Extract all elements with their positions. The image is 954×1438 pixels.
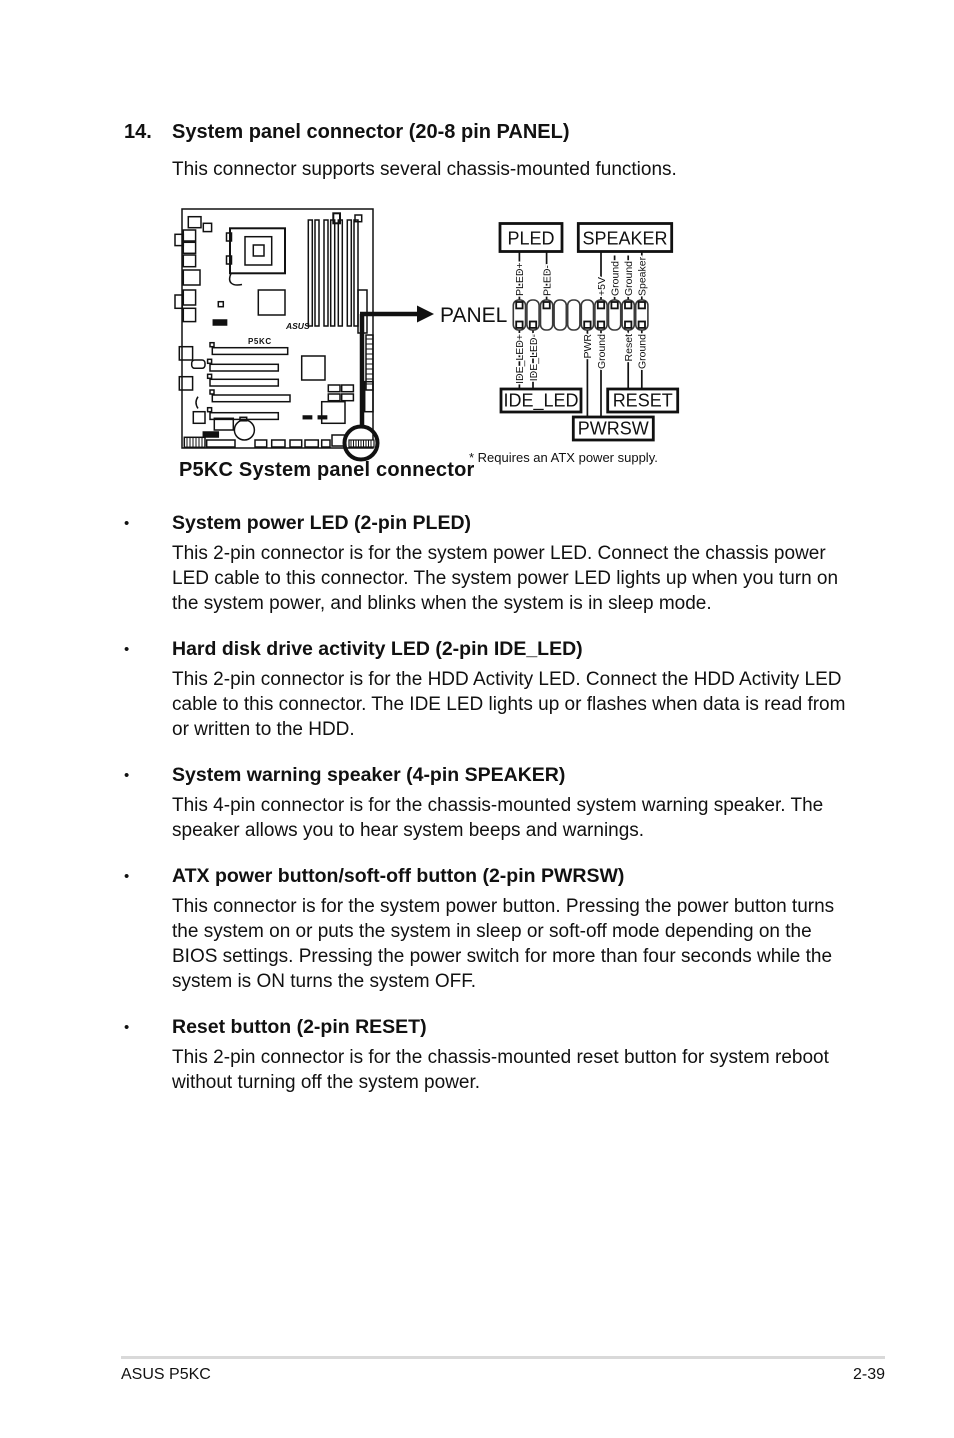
bullet-marker: • <box>124 641 130 658</box>
footer-page-number: 2-39 <box>852 1366 885 1383</box>
sata-connectors <box>328 385 353 401</box>
cmos-battery <box>234 420 254 440</box>
pin-label-ide-led-minus: IDE_LED- <box>527 334 540 382</box>
bullet-heading: System warning speaker (4-pin SPEAKER) <box>172 764 566 786</box>
arrowhead <box>417 306 434 323</box>
panel-connector-highlight <box>345 427 378 460</box>
bullet-marker: • <box>124 515 130 532</box>
intro-paragraph: This connector supports several chassis-mounted functions. <box>172 159 677 180</box>
bullet-body: This 2-pin connector is for the HDD Activity LED. Connect the HDD Activity LED cable to this connector. The IDE LED lights up or flashes when data is read from or written to the HDD. <box>172 669 846 740</box>
pin-label-pled-plus: PLED+ <box>514 262 527 296</box>
board-model-label: P5KC <box>248 337 272 346</box>
pin-label-ground: Ground <box>623 260 635 296</box>
connector-slot <box>568 300 580 330</box>
figure-note: * Requires an ATX power supply. <box>469 450 658 465</box>
bullet-heading: ATX power button/soft-off button (2-pin PWRSW) <box>172 865 625 887</box>
bullet-list <box>124 512 848 1117</box>
panel-pinout <box>500 224 678 441</box>
connector-figure <box>165 198 765 464</box>
bullet-heading: Hard disk drive activity LED (2-pin IDE_LED) <box>172 638 583 660</box>
section-title: System panel connector (20-8 pin PANEL) <box>172 121 570 143</box>
pin-label-speaker: Speaker <box>636 256 649 296</box>
section-number: 14. <box>124 121 152 143</box>
connector-slot <box>554 300 566 330</box>
pin-label-ide-led-plus: IDE_LED+ <box>514 334 527 384</box>
bullet-body: This 4-pin connector is for the chassis-mounted system warning speaker. The speaker allows you to hear system beeps and warnings. <box>172 795 824 841</box>
footer-rule <box>121 1356 885 1359</box>
pwrsw-box-label: PWRSW <box>577 418 649 439</box>
bullet-heading: Reset button (2-pin RESET) <box>172 1016 427 1038</box>
bullet-marker: • <box>124 767 130 784</box>
asus-logo: ASUS <box>286 321 310 331</box>
cpu-socket <box>227 228 286 285</box>
section-heading <box>124 121 570 144</box>
bullet-item-pled <box>124 512 848 616</box>
figure-diagram <box>165 198 765 464</box>
dimm-slots <box>308 220 358 326</box>
panel-arrow <box>360 306 434 429</box>
bullet-body: This 2-pin connector is for the chassis-mounted reset button for system reboot without turning off the system power. <box>172 1047 829 1093</box>
ide-led-box-label: IDE_LED <box>503 390 579 411</box>
pin-label-pwr: PWR <box>582 334 595 359</box>
speaker-box-label: SPEAKER <box>582 228 668 249</box>
pled-box-label: PLED <box>507 228 555 249</box>
reset-box-label: RESET <box>612 390 673 411</box>
bullet-item-speaker <box>124 764 848 843</box>
bullet-marker: • <box>124 1019 130 1036</box>
bullet-item-pwrsw <box>124 865 848 994</box>
bullet-item-ide-led <box>124 638 848 742</box>
pin-label-ground: Ground <box>609 260 622 296</box>
pin-label-5v: +5V <box>595 277 608 296</box>
bottom-edge-headers <box>184 432 345 447</box>
bullet-body: This 2-pin connector is for the system power LED. Connect the chassis power LED cable to this connector. The system power LED lights up when you turn on the system power, and blinks when the system is in sleep mode. <box>172 543 839 614</box>
motherboard-illustration <box>175 209 373 448</box>
bullet-item-reset <box>124 1016 848 1095</box>
panel-label: PANEL <box>440 304 508 327</box>
footer-book-title: ASUS P5KC <box>121 1366 211 1383</box>
bullet-marker: • <box>124 868 130 885</box>
bullet-body: This connector is for the system power button. Pressing the power button turns the system on or puts the system in sleep or soft-off mode depending on the BIOS settings. Pressing the power switch for more than four seconds while the system is ON turns the system OFF. <box>172 896 835 992</box>
pin-label-ground: Ground <box>595 334 608 370</box>
southbridge-chip <box>302 356 325 380</box>
figure-caption: P5KC System panel connector <box>179 459 475 481</box>
pin-label-ground: Ground <box>636 333 649 370</box>
northbridge-chip <box>258 290 285 315</box>
pin-label-reset: Reset <box>623 334 635 362</box>
page-footer <box>121 1366 885 1384</box>
bullet-heading: System power LED (2-pin PLED) <box>172 512 472 534</box>
pin-label-pled-minus: PLED- <box>541 265 554 296</box>
expansion-slots <box>208 343 290 420</box>
